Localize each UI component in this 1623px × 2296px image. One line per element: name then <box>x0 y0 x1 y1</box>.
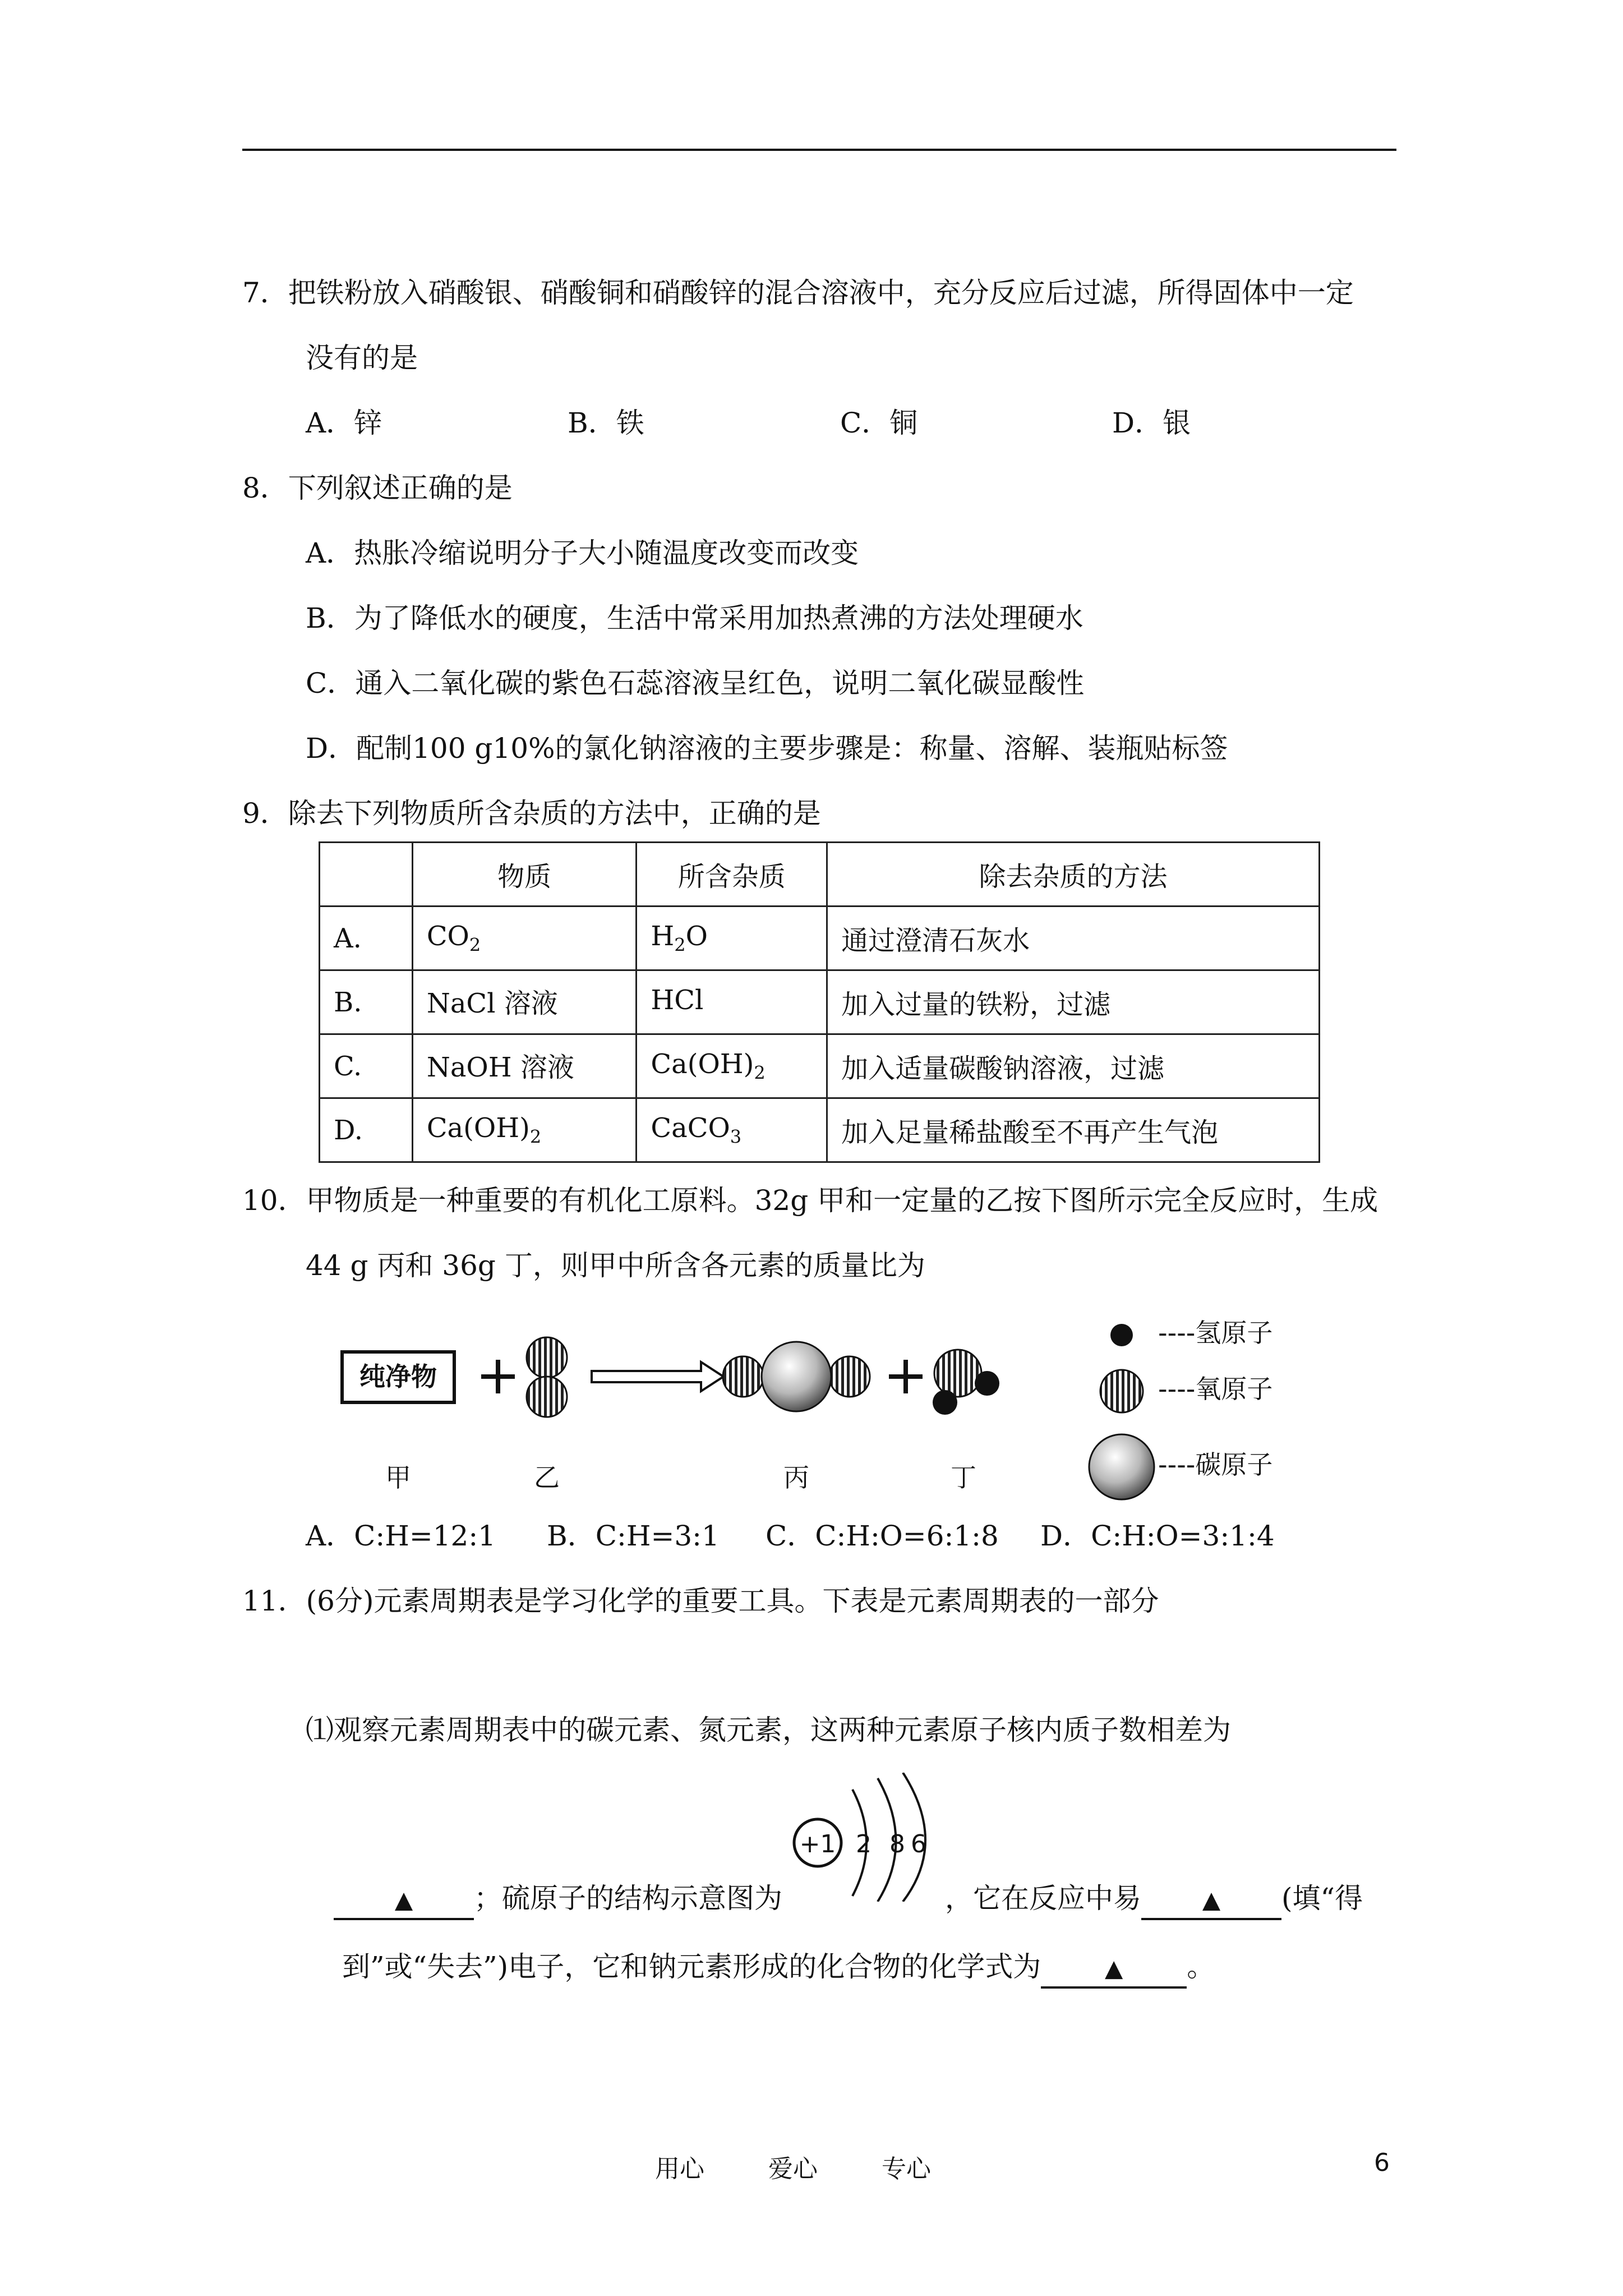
q10-stem-line2: 44 g 丙和 36g 丁，则甲中所含各元素的质量比为 <box>306 1249 925 1282</box>
label-bing: 丙 <box>783 1462 809 1493</box>
oxygen-atom-icon <box>1100 1370 1143 1412</box>
q9-stem: 9．除去下列物质所含杂质的方法中，正确的是 <box>242 797 821 830</box>
label-yi: 乙 <box>534 1462 560 1493</box>
q8-option-c: C．通入二氧化碳的紫色石蕊溶液呈红色，说明二氧化碳显酸性 <box>306 667 1085 700</box>
impurity-cell: CaCO$_3$ <box>637 1098 827 1162</box>
q10-option-a: A．C:H=12:1 <box>306 1520 496 1552</box>
q10-option-d: D．C:H:O=3:1:4 <box>1040 1520 1275 1552</box>
substance-cell: NaOH 溶液 <box>412 1034 637 1098</box>
table-header-cell: 除去杂质的方法 <box>827 843 1320 907</box>
q8-stem: 8．下列叙述正确的是 <box>242 472 513 504</box>
footer-item: 用心 <box>655 2155 704 2183</box>
shell-2-electrons: 8 <box>889 1830 905 1858</box>
row-label: C. <box>320 1034 413 1098</box>
hydrogen-atom-icon <box>1110 1324 1133 1346</box>
q7-stem-line2: 没有的是 <box>306 342 418 374</box>
answer-blank-1[interactable]: ▲ <box>334 1880 474 1920</box>
table-row <box>320 1098 1320 1162</box>
q7-option-a: A．锌 <box>306 407 382 439</box>
table-header-cell: 物质 <box>412 843 637 907</box>
reaction-diagram <box>314 1313 1357 1503</box>
oxygen-molecule <box>527 1337 567 1417</box>
row-label: B. <box>320 970 413 1034</box>
method-cell: 加入足量稀盐酸至不再产生气泡 <box>827 1098 1320 1162</box>
q11-stem: 11．(6分)元素周期表是学习化学的重要工具。下表是元素周期表的一部分 <box>242 1585 1159 1617</box>
q11-line2-text-c: (填“得 <box>1281 1882 1363 1915</box>
impurity-cell: $H_2O$ <box>637 907 827 970</box>
q10-stem-line1: 10．甲物质是一种重要的有机化工原料。32g 甲和一定量的乙按下图所示完全反应时，生成 <box>242 1184 1378 1217</box>
page-number: 6 <box>1374 2148 1390 2177</box>
table-row <box>320 907 1320 970</box>
table-header-cell <box>320 843 413 907</box>
legend-hydrogen: ----氢原子 <box>1158 1318 1273 1348</box>
substance-cell: $Ca(OH)_2$ <box>412 1098 637 1162</box>
substance-cell: $CO_2$ <box>412 907 637 970</box>
method-cell: 加入过量的铁粉，过滤 <box>827 970 1320 1034</box>
q8-option-d: D．配制100 g10%的氯化钠溶液的主要步骤是：称量、溶解、装瓶贴标签 <box>306 732 1228 765</box>
plus-sign <box>481 1360 515 1393</box>
reaction-arrow <box>592 1362 723 1391</box>
q11-line3 <box>342 1949 1215 1989</box>
q10-option-b: B．C:H=3:1 <box>547 1520 720 1552</box>
label-ding: 丁 <box>951 1462 976 1493</box>
q11-line2 <box>334 1880 1363 1920</box>
label-jia: 甲 <box>385 1462 411 1493</box>
answer-blank-3[interactable]: ▲ <box>1041 1949 1187 1989</box>
shell-3-electrons: 6 <box>911 1830 926 1858</box>
substance-cell: NaCl 溶液 <box>412 970 637 1034</box>
table-row <box>320 1034 1320 1098</box>
q11-line3-text-a: 到”或“失去”)电子，它和钠元素形成的化合物的化学式为 <box>342 1950 1041 1983</box>
q10-option-c: C．C:H:O=6:1:8 <box>766 1520 999 1552</box>
table-row <box>320 970 1320 1034</box>
legend-carbon: ----碳原子 <box>1158 1450 1273 1480</box>
impurity-cell: HCl <box>637 970 827 1034</box>
q7-stem-line1: 7．把铁粉放入硝酸银、硝酸铜和硝酸锌的混合溶液中，充分反应后过滤，所得固体中一定 <box>242 277 1354 309</box>
method-cell: 加入适量碳酸钠溶液，过滤 <box>827 1034 1320 1098</box>
header-rule <box>242 149 1396 151</box>
nucleus-charge: +1 <box>799 1830 836 1858</box>
footer-item: 专心 <box>882 2155 931 2183</box>
water-molecule <box>933 1350 999 1415</box>
q11-line3-text-b: 。 <box>1187 1950 1215 1983</box>
plus-sign <box>889 1360 923 1393</box>
carbon-atom-icon <box>1089 1434 1154 1499</box>
row-label: D. <box>320 1098 413 1162</box>
q8-option-b: B．为了降低水的硬度，生活中常采用加热煮沸的方法处理硬水 <box>306 602 1083 634</box>
shell-1-electrons: 2 <box>856 1830 872 1858</box>
box-text: 纯净物 <box>359 1361 437 1392</box>
table-header-cell: 所含杂质 <box>637 843 827 907</box>
reactant-box <box>342 1352 454 1402</box>
row-label: A. <box>320 907 413 970</box>
q11-line2-text-a: ；硫原子的结构示意图为 <box>474 1882 782 1915</box>
q7-option-b: B．铁 <box>568 407 644 439</box>
method-cell: 通过澄清石灰水 <box>827 907 1320 970</box>
q11-line2-text-b: ，它在反应中易 <box>945 1882 1141 1915</box>
q11-part1: ⑴观察元素周期表中的碳元素、氮元素，这两种元素原子核内质子数相差为 <box>306 1714 1231 1746</box>
footer-item: 爱心 <box>768 2155 818 2183</box>
q7-option-d: D．银 <box>1112 407 1191 439</box>
q7-option-c: C．铜 <box>840 407 918 439</box>
impurity-cell: $Ca(OH)_2$ <box>637 1034 827 1098</box>
carbon-dioxide-molecule <box>723 1342 870 1411</box>
legend-oxygen: ----氧原子 <box>1158 1374 1273 1404</box>
legend <box>1089 1318 1272 1499</box>
table-header-row <box>320 843 1320 907</box>
q8-option-a: A．热胀冷缩说明分子大小随温度改变而改变 <box>306 537 859 569</box>
impurity-table <box>319 841 1320 1163</box>
answer-blank-2[interactable]: ▲ <box>1141 1880 1281 1920</box>
